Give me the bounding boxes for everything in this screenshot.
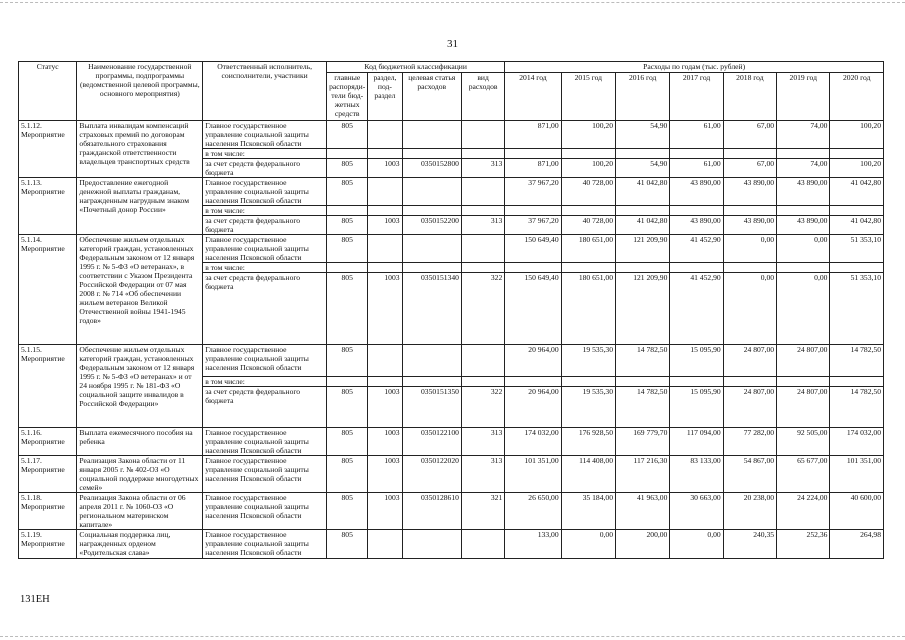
budget-code-cell <box>368 121 402 149</box>
budget-code-cell <box>402 121 461 149</box>
budget-code-cell <box>461 345 504 377</box>
expense-cell: 150 649,40 <box>505 235 561 263</box>
expense-cell: 133,00 <box>505 530 561 559</box>
responsible-cell: Главное государственное управление социальной защиты населения Псковской области <box>203 121 327 149</box>
status-cell: 5.1.12. Мероприятие <box>19 121 77 178</box>
scan-edge-bottom <box>0 636 905 638</box>
header-status: Статус <box>19 62 77 121</box>
expense-cell: 40 728,00 <box>561 216 615 235</box>
budget-code-cell <box>368 235 402 263</box>
expense-cell: 43 890,00 <box>670 216 723 235</box>
expense-cell: 77 282,00 <box>723 428 776 456</box>
budget-code-cell <box>368 345 402 377</box>
budget-code-cell: 313 <box>461 216 504 235</box>
expense-cell: 19 535,30 <box>561 345 615 377</box>
subheader-cell: 2015 год <box>561 73 615 121</box>
expense-cell: 14 782,50 <box>616 345 670 377</box>
expense-cell: 40 600,00 <box>830 493 884 530</box>
status-cell: 5.1.13. Мероприятие <box>19 178 77 235</box>
measure-name-cell: Реализация Закона области от 11 января 2005 г. № 402-ОЗ «О социальной поддержке многодетных семей» <box>77 456 203 493</box>
expense-cell: 0,00 <box>723 235 776 263</box>
responsible-cell: Главное государственное управление социальной защиты населения Псковской области <box>203 235 327 263</box>
budget-code-cell <box>402 235 461 263</box>
budget-code-cell <box>327 263 368 273</box>
expense-cell: 117 094,00 <box>670 428 723 456</box>
budget-code-cell <box>461 235 504 263</box>
expense-cell <box>830 263 884 273</box>
expense-cell: 0,00 <box>670 530 723 559</box>
budget-code-cell: 322 <box>461 273 504 345</box>
expense-cell: 20 964,00 <box>505 345 561 377</box>
budget-code-cell <box>368 530 402 559</box>
budget-code-cell: 322 <box>461 387 504 428</box>
expense-cell: 100,20 <box>561 121 615 149</box>
expense-cell: 252,36 <box>777 530 830 559</box>
expense-cell: 43 890,00 <box>777 178 830 206</box>
expense-cell: 14 782,50 <box>616 387 670 428</box>
budget-code-cell <box>461 530 504 559</box>
budget-code-cell <box>402 345 461 377</box>
table-row <box>19 178 884 206</box>
budget-code-cell <box>402 149 461 159</box>
expense-cell: 40 728,00 <box>561 178 615 206</box>
budget-code-cell <box>368 206 402 216</box>
expense-cell: 20 238,00 <box>723 493 776 530</box>
expense-cell: 41 042,80 <box>830 178 884 206</box>
expense-cell: 19 535,30 <box>561 387 615 428</box>
expense-cell: 101 351,00 <box>505 456 561 493</box>
subheader-cell: 2019 год <box>777 73 830 121</box>
expense-cell: 24 807,00 <box>777 345 830 377</box>
budget-code-cell <box>327 149 368 159</box>
page-number: 31 <box>447 38 458 50</box>
expense-cell: 174 032,00 <box>505 428 561 456</box>
expense-cell: 51 353,10 <box>830 235 884 263</box>
expense-cell: 65 677,00 <box>777 456 830 493</box>
budget-code-cell: 805 <box>327 216 368 235</box>
header-budget-code: Код бюджетной классификации <box>327 62 505 73</box>
expense-cell <box>670 149 723 159</box>
expense-cell: 15 095,90 <box>670 345 723 377</box>
expense-cell: 169 779,70 <box>616 428 670 456</box>
expense-cell: 43 890,00 <box>723 178 776 206</box>
budget-code-cell <box>461 121 504 149</box>
table-row <box>19 121 884 149</box>
expense-cell: 240,35 <box>723 530 776 559</box>
status-cell: 5.1.18. Мероприятие <box>19 493 77 530</box>
expense-cell: 100,20 <box>561 159 615 178</box>
responsible-cell: в том числе: <box>203 377 327 387</box>
expense-cell: 54,90 <box>616 121 670 149</box>
expense-cell: 61,00 <box>670 159 723 178</box>
expense-cell: 0,00 <box>777 235 830 263</box>
expense-cell: 180 651,00 <box>561 235 615 263</box>
budget-code-cell <box>327 377 368 387</box>
subheader-cell: 2018 год <box>723 73 776 121</box>
expense-cell: 176 928,50 <box>561 428 615 456</box>
expense-cell <box>777 377 830 387</box>
expense-cell <box>777 263 830 273</box>
expense-cell <box>561 377 615 387</box>
expense-cell: 74,00 <box>777 159 830 178</box>
table-header <box>19 62 884 121</box>
expense-cell <box>505 206 561 216</box>
expense-cell: 14 782,50 <box>830 387 884 428</box>
table-row <box>19 456 884 493</box>
expense-cell: 74,00 <box>777 121 830 149</box>
budget-code-cell: 313 <box>461 428 504 456</box>
measure-name-cell: Обеспечение жильем отдельных категорий граждан, установленных Федеральным законом от 12 января 1995 г. № 5-ФЗ «О ветеранах», в соответствии с Указом Президента Российской Федерации от 07 мая 2008 г. № 714 «Об обеспечении жильем ветеранов Великой Отечественной войны 1941-1945 годов» <box>77 235 203 345</box>
responsible-cell: Главное государственное управление социальной защиты населения Псковской области <box>203 178 327 206</box>
responsible-cell: Главное государственное управление социальной защиты населения Псковской области <box>203 530 327 559</box>
budget-code-cell <box>402 263 461 273</box>
expense-cell <box>670 377 723 387</box>
responsible-cell: Главное государственное управление социальной защиты населения Псковской области <box>203 345 327 377</box>
expense-cell: 24 807,00 <box>723 387 776 428</box>
budget-code-cell: 805 <box>327 178 368 206</box>
expense-cell: 150 649,40 <box>505 273 561 345</box>
measure-name-cell: Реализация Закона области от 06 апреля 2011 г. № 1060-ОЗ «О региональном материнском капитале» <box>77 493 203 530</box>
budget-code-cell: 1003 <box>368 493 402 530</box>
expense-cell: 0,00 <box>777 273 830 345</box>
expense-cell <box>777 149 830 159</box>
measure-name-cell: Выплата ежемесячного пособия на ребенка <box>77 428 203 456</box>
expense-cell: 43 890,00 <box>723 216 776 235</box>
expense-cell: 121 209,90 <box>616 273 670 345</box>
expense-cell: 67,00 <box>723 159 776 178</box>
budget-code-cell: 0350152200 <box>402 216 461 235</box>
expense-cell <box>561 206 615 216</box>
expense-cell <box>723 263 776 273</box>
subheader-cell: раздел, под-раздел <box>368 73 402 121</box>
expense-cell <box>777 206 830 216</box>
subheader-cell: 2020 год <box>830 73 884 121</box>
responsible-cell: за счет средств федерального бюджета <box>203 387 327 428</box>
budget-code-cell: 805 <box>327 493 368 530</box>
expense-cell <box>723 206 776 216</box>
expense-cell: 92 505,00 <box>777 428 830 456</box>
status-cell: 5.1.17. Мероприятие <box>19 456 77 493</box>
expense-cell: 37 967,20 <box>505 216 561 235</box>
budget-code-cell: 1003 <box>368 456 402 493</box>
budget-code-cell <box>402 377 461 387</box>
expense-cell <box>505 149 561 159</box>
expense-cell: 54,90 <box>616 159 670 178</box>
expense-cell: 41 042,80 <box>616 178 670 206</box>
subheader-cell: целевая статья расходов <box>402 73 461 121</box>
responsible-cell: за счет средств федерального бюджета <box>203 159 327 178</box>
expense-cell: 24 807,00 <box>777 387 830 428</box>
responsible-cell: Главное государственное управление социальной защиты населения Псковской области <box>203 428 327 456</box>
expense-cell: 26 650,00 <box>505 493 561 530</box>
expense-cell: 174 032,00 <box>830 428 884 456</box>
budget-code-cell: 805 <box>327 530 368 559</box>
expense-cell: 41 963,00 <box>616 493 670 530</box>
budget-code-cell: 1003 <box>368 216 402 235</box>
expense-cell <box>616 149 670 159</box>
budget-code-cell <box>368 377 402 387</box>
responsible-cell: в том числе: <box>203 206 327 216</box>
budget-code-cell: 805 <box>327 121 368 149</box>
expense-cell <box>670 206 723 216</box>
table-row <box>19 235 884 263</box>
status-cell: 5.1.16. Мероприятие <box>19 428 77 456</box>
budget-code-cell: 805 <box>327 428 368 456</box>
budget-code-cell: 805 <box>327 235 368 263</box>
header-responsible: Ответственный исполнитель, соисполнители, участники <box>203 62 327 121</box>
responsible-cell: в том числе: <box>203 149 327 159</box>
status-cell: 5.1.19. Мероприятие <box>19 530 77 559</box>
expense-cell: 24 224,00 <box>777 493 830 530</box>
expense-cell: 54 867,00 <box>723 456 776 493</box>
expense-cell: 43 890,00 <box>670 178 723 206</box>
subheader-cell: главные распоряди-тели бюд-жетных средств <box>327 73 368 121</box>
budget-code-cell <box>402 206 461 216</box>
responsible-cell: за счет средств федерального бюджета <box>203 216 327 235</box>
subheader-cell: вид расходов <box>461 73 504 121</box>
expense-cell: 41 452,90 <box>670 273 723 345</box>
budget-code-cell: 805 <box>327 345 368 377</box>
expense-cell: 100,20 <box>830 121 884 149</box>
expense-cell: 101 351,00 <box>830 456 884 493</box>
expense-cell: 20 964,00 <box>505 387 561 428</box>
expense-cell <box>723 377 776 387</box>
expense-cell <box>830 206 884 216</box>
measure-name-cell: Социальная поддержка лиц, награжденных орденом «Родительская слава» <box>77 530 203 559</box>
budget-code-cell: 1003 <box>368 273 402 345</box>
table-row <box>19 530 884 559</box>
table-row <box>19 493 884 530</box>
scan-edge-top <box>0 2 905 4</box>
budget-code-cell <box>368 178 402 206</box>
measure-name-cell: Выплата инвалидам компенсаций страховых премий по договорам обязательного страхования гражданской ответственности владельцев транспортных средств <box>77 121 203 178</box>
expense-cell: 83 133,00 <box>670 456 723 493</box>
budget-code-cell: 0350122020 <box>402 456 461 493</box>
budget-code-cell: 805 <box>327 456 368 493</box>
header-name: Наименование государственной программы, подпрограммы (ведомственной целевой программы, основного мероприятия) <box>77 62 203 121</box>
subheader-cell: 2016 год <box>616 73 670 121</box>
expense-cell: 180 651,00 <box>561 273 615 345</box>
expense-cell: 114 408,00 <box>561 456 615 493</box>
expense-cell: 0,00 <box>561 530 615 559</box>
table-row <box>19 345 884 377</box>
expense-cell <box>505 377 561 387</box>
expense-cell <box>616 377 670 387</box>
expense-cell: 43 890,00 <box>777 216 830 235</box>
header-expenses: Расходы по годам (тыс. рублей) <box>505 62 884 73</box>
expense-cell: 117 216,30 <box>616 456 670 493</box>
subheader-cell: 2017 год <box>670 73 723 121</box>
budget-code-cell: 805 <box>327 159 368 178</box>
expense-cell <box>505 263 561 273</box>
expense-cell: 37 967,20 <box>505 178 561 206</box>
expense-cell: 871,00 <box>505 121 561 149</box>
budget-code-cell <box>461 206 504 216</box>
budget-code-cell: 0350152800 <box>402 159 461 178</box>
budget-code-cell: 1003 <box>368 428 402 456</box>
measure-name-cell: Предоставление ежегодной денежной выплаты гражданам, награжденным нагрудным знаком «Почетный донор России» <box>77 178 203 235</box>
budget-code-cell <box>461 263 504 273</box>
expense-cell: 30 663,00 <box>670 493 723 530</box>
expense-cell <box>561 263 615 273</box>
expense-cell <box>830 377 884 387</box>
budget-code-cell: 321 <box>461 493 504 530</box>
budget-code-cell: 0350128610 <box>402 493 461 530</box>
status-cell: 5.1.15. Мероприятие <box>19 345 77 428</box>
expense-cell: 51 353,10 <box>830 273 884 345</box>
budget-code-cell: 0350122100 <box>402 428 461 456</box>
budget-code-cell <box>461 149 504 159</box>
expense-cell: 67,00 <box>723 121 776 149</box>
budget-code-cell: 1003 <box>368 387 402 428</box>
expense-cell: 61,00 <box>670 121 723 149</box>
table-body <box>19 121 884 559</box>
expense-cell <box>830 149 884 159</box>
budget-code-cell <box>402 178 461 206</box>
responsible-cell: Главное государственное управление социальной защиты населения Псковской области <box>203 493 327 530</box>
budget-table <box>18 61 884 559</box>
footer-code: 131ЕН <box>20 594 50 605</box>
responsible-cell: за счет средств федерального бюджета <box>203 273 327 345</box>
budget-code-cell: 313 <box>461 456 504 493</box>
budget-code-cell: 313 <box>461 159 504 178</box>
expense-cell: 264,98 <box>830 530 884 559</box>
budget-code-cell <box>368 263 402 273</box>
responsible-cell: Главное государственное управление социальной защиты населения Псковской области <box>203 456 327 493</box>
budget-code-cell: 0350151340 <box>402 273 461 345</box>
expense-cell: 24 807,00 <box>723 345 776 377</box>
budget-code-cell <box>402 530 461 559</box>
expense-cell: 41 042,80 <box>830 216 884 235</box>
budget-code-cell: 1003 <box>368 159 402 178</box>
expense-cell: 121 209,90 <box>616 235 670 263</box>
expense-cell: 41 042,80 <box>616 216 670 235</box>
budget-code-cell <box>461 178 504 206</box>
expense-cell <box>561 149 615 159</box>
expense-cell: 200,00 <box>616 530 670 559</box>
expense-cell <box>616 263 670 273</box>
expense-cell: 0,00 <box>723 273 776 345</box>
expense-cell: 100,20 <box>830 159 884 178</box>
measure-name-cell: Обеспечение жильем отдельных категорий граждан, установленных Федеральным законом от 12 января 1995 г. № 5-ФЗ «О ветеранах» и от 24 ноября 1995 г. № 181-ФЗ «О социальной защите инвалидов в Российской Федерации» <box>77 345 203 428</box>
budget-code-cell: 805 <box>327 387 368 428</box>
budget-code-cell: 805 <box>327 273 368 345</box>
expense-cell <box>616 206 670 216</box>
expense-cell <box>670 263 723 273</box>
expense-cell: 14 782,50 <box>830 345 884 377</box>
expense-cell: 35 184,00 <box>561 493 615 530</box>
budget-code-cell <box>368 149 402 159</box>
budget-code-cell <box>327 206 368 216</box>
status-cell: 5.1.14. Мероприятие <box>19 235 77 345</box>
expense-cell: 15 095,90 <box>670 387 723 428</box>
budget-code-cell: 0350151350 <box>402 387 461 428</box>
subheader-cell: 2014 год <box>505 73 561 121</box>
expense-cell: 41 452,90 <box>670 235 723 263</box>
responsible-cell: в том числе: <box>203 263 327 273</box>
expense-cell <box>723 149 776 159</box>
budget-code-cell <box>461 377 504 387</box>
table-row <box>19 428 884 456</box>
expense-cell: 871,00 <box>505 159 561 178</box>
